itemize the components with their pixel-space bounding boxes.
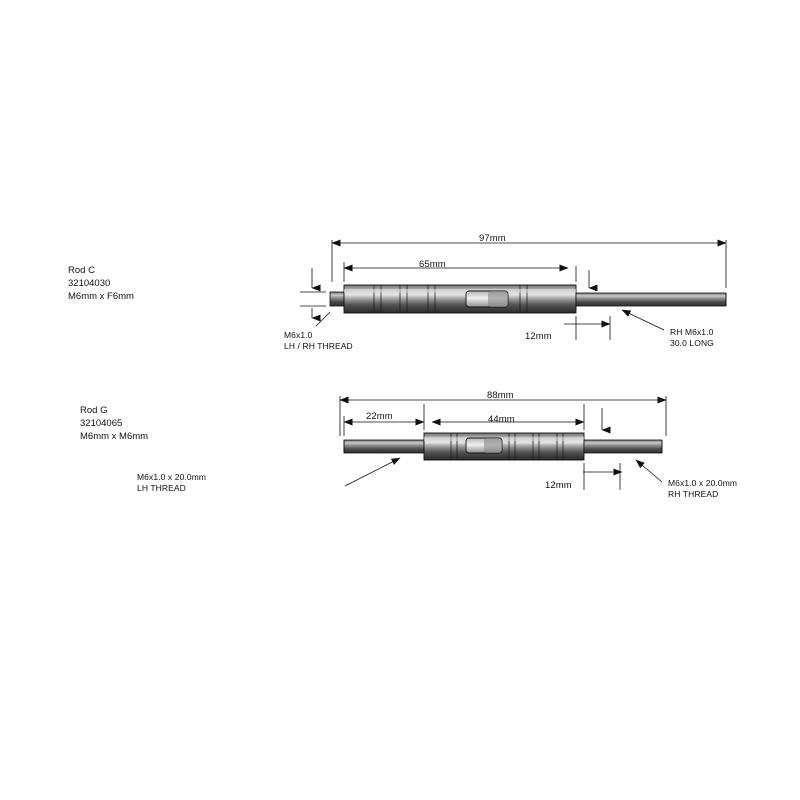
note-line-2: 30.0 LONG [670,338,714,348]
note-line-2: LH THREAD [137,483,186,493]
dim-rod-c-overall: 97mm [479,233,506,244]
note-line-1: M6x1.0 [284,330,313,340]
note-line-1: M6x1.0 x 20.0mm [668,478,738,488]
part-name: Rod C [68,265,95,276]
part-spec: M6mm x F6mm [68,291,134,302]
rod-g-geometry [344,433,662,460]
dim-rod-c-end: 12mm [525,331,552,342]
dim-rod-g-overall: 88mm [487,390,514,401]
note-line-2: LH / RH THREAD [284,341,353,351]
part-number: 32104065 [80,418,123,429]
rod-c-geometry [330,285,726,313]
dim-rod-g-left: 22mm [366,411,393,422]
note-line-2: RH THREAD [668,489,719,499]
part-spec: M6mm x M6mm [80,431,149,442]
dim-rod-c-body: 65mm [419,259,446,270]
part-number: 32104030 [68,278,111,289]
note-line-1: M6x1.0 x 20.0mm [137,472,207,482]
dim-rod-g-body: 44mm [488,414,515,425]
part-name: Rod G [80,405,108,416]
dim-rod-g-end: 12mm [545,480,572,491]
note-line-1: RH M6x1.0 [670,327,714,337]
